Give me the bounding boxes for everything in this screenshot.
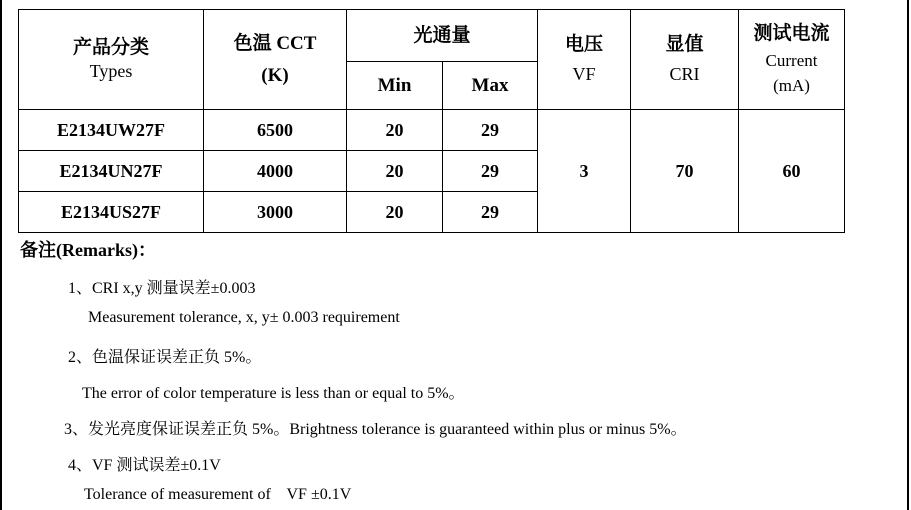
- spec-table: [18, 9, 845, 233]
- cell-max: 29: [443, 192, 538, 233]
- cell-cct: 3000: [204, 192, 347, 233]
- left-border-line: [0, 0, 2, 510]
- header-current-en: Current: [765, 51, 818, 71]
- header-cri-zh: 显值: [665, 34, 704, 56]
- remark-item: 1、CRI x,y 测量误差±0.003: [68, 280, 256, 297]
- header-type: [19, 10, 204, 110]
- cell-type: E2134UW27F: [19, 110, 204, 151]
- header-current-unit: (mA): [773, 76, 810, 96]
- header-cct: [204, 10, 347, 110]
- header-voltage-zh: 电压: [564, 34, 603, 56]
- cell-type: E2134UN27F: [19, 151, 204, 192]
- cell-cct: 6500: [204, 110, 347, 151]
- header-flux-max: Max: [443, 62, 538, 110]
- cell-max: 29: [443, 110, 538, 151]
- cell-min: 20: [347, 110, 443, 151]
- header-row-top: [19, 10, 845, 62]
- remark-item: The error of color temperature is less than or equal to 5%。: [82, 385, 465, 402]
- header-type-zh: 产品分类: [72, 37, 149, 59]
- remark-item: 3、发光亮度保证误差正负 5%。Brightness tolerance is guaranteed within plus or minus 5%。: [64, 421, 687, 438]
- cell-vf: 3: [538, 110, 631, 233]
- table-row: [19, 110, 845, 151]
- cell-cct: 4000: [204, 151, 347, 192]
- header-cct-zh: 色温 CCT: [233, 32, 317, 54]
- cell-current: 60: [739, 110, 845, 233]
- header-type-en: Types: [89, 61, 133, 82]
- header-flux-zh: 光通量: [413, 24, 471, 46]
- cell-min: 20: [347, 192, 443, 233]
- remark-item: Tolerance of measurement of VF ±0.1V: [84, 486, 352, 503]
- remark-item: Measurement tolerance, x, y± 0.003 requirement: [88, 309, 400, 326]
- header-cri-en: CRI: [669, 64, 700, 85]
- header-flux: [347, 10, 538, 62]
- remark-item: 4、VF 测试误差±0.1V: [68, 457, 221, 474]
- cell-type: E2134US27F: [19, 192, 204, 233]
- remarks-title: 备注(Remarks)：: [20, 240, 156, 260]
- header-voltage-en: VF: [572, 64, 596, 85]
- cell-min: 20: [347, 151, 443, 192]
- cell-max: 29: [443, 151, 538, 192]
- header-current-zh: 测试电流: [753, 23, 830, 45]
- header-flux-min: Min: [347, 62, 443, 110]
- header-cri: [631, 10, 739, 110]
- remark-item: 2、色温保证误差正负 5%。: [68, 349, 262, 366]
- cell-cri: 70: [631, 110, 739, 233]
- header-voltage: [538, 10, 631, 110]
- header-cct-unit: (K): [261, 64, 289, 86]
- header-current: [739, 10, 845, 110]
- right-border-line: [907, 0, 909, 510]
